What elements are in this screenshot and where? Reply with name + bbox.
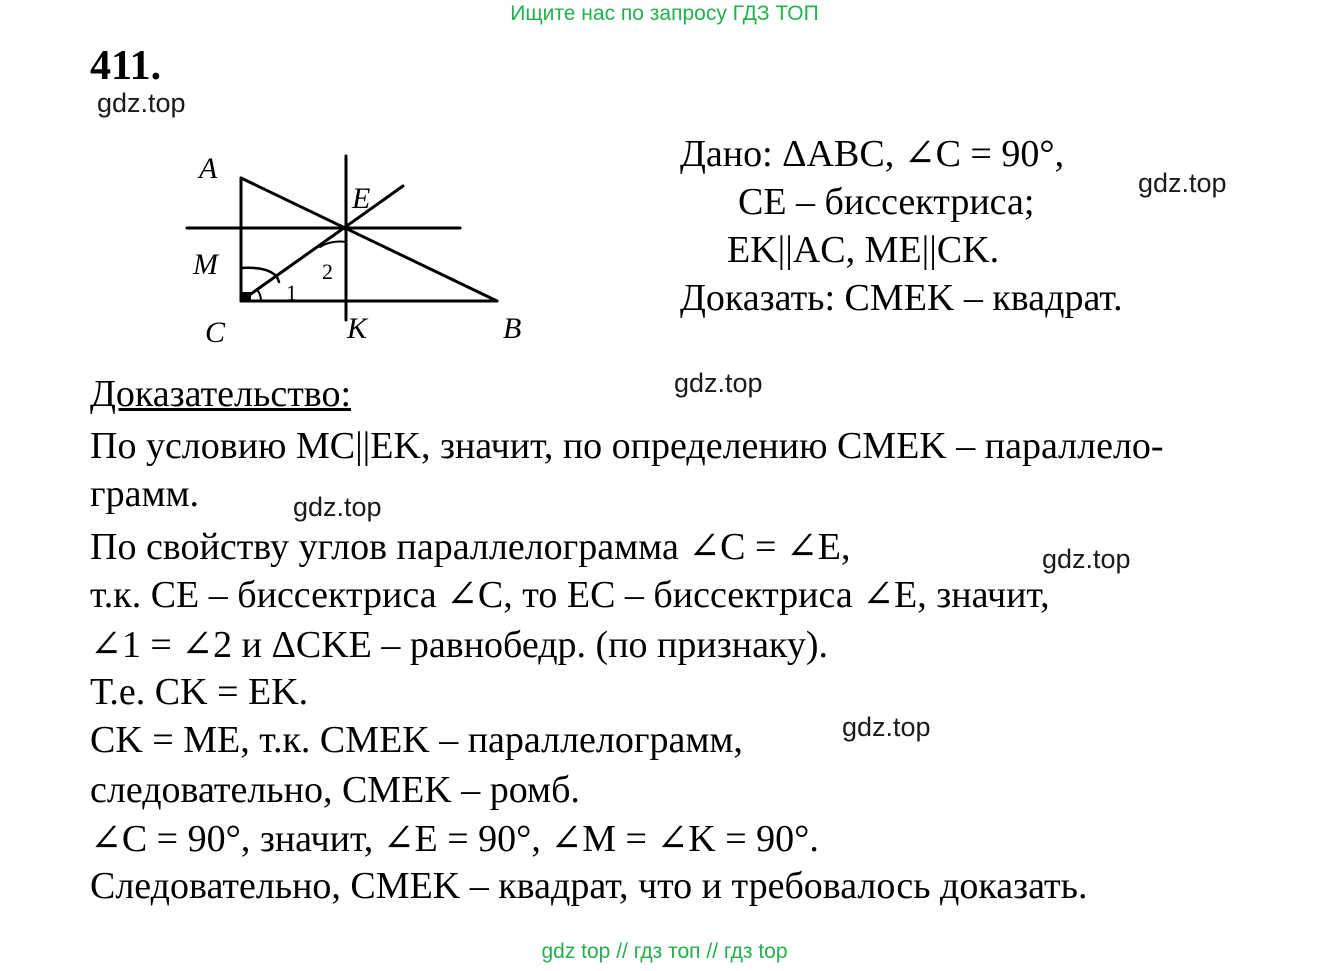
- proof-title: Доказательство:: [90, 373, 352, 415]
- point-e: [343, 225, 349, 231]
- problem-number: 411.: [90, 43, 162, 89]
- label-angle-1: 1: [286, 280, 297, 305]
- label-e: E: [352, 182, 371, 215]
- proof-line: ∠C = 90°, значит, ∠E = 90°, ∠M = ∠K = 90°.: [90, 818, 819, 860]
- proof-line: По свойству углов параллелограмма ∠C = ∠E,: [90, 526, 851, 568]
- proof-line: По условию MC||EK, значит, по определению CMEK – параллело-: [90, 425, 1164, 467]
- label-angle-2: 2: [322, 259, 333, 284]
- watermark: gdz.top: [1138, 168, 1227, 198]
- triangle-figure: [175, 140, 555, 365]
- proof-line: следовательно, CMEK – ромб.: [90, 769, 580, 811]
- watermark: gdz.top: [674, 368, 763, 398]
- label-m: M: [193, 248, 218, 281]
- label-k: K: [347, 312, 368, 345]
- given-line: EK||AC, ME||CK.: [727, 229, 1000, 271]
- proof-line: Следовательно, CMEK – квадрат, что и требовалось доказать.: [90, 865, 1088, 907]
- watermark: gdz.top: [1042, 544, 1131, 574]
- given-line: Дано: ΔABC, ∠C = 90°,: [680, 133, 1065, 175]
- proof-line: Т.е. CK = EK.: [90, 671, 309, 713]
- proof-line: CK = ME, т.к. CMEK – параллелограмм,: [90, 719, 743, 761]
- watermark: gdz.top: [842, 712, 931, 742]
- label-b: B: [503, 312, 522, 345]
- proof-line: ∠1 = ∠2 и ΔCKE – равнобедр. (по признаку).: [90, 624, 829, 666]
- footer-links: gdz top // гдз топ // гдз top: [541, 940, 788, 963]
- label-c: C: [205, 316, 226, 349]
- search-banner: Ищите нас по запросу ГДЗ ТОП: [510, 2, 819, 25]
- right-angle-mark: [241, 292, 251, 301]
- given-line: CE – биссектриса;: [738, 181, 1035, 223]
- watermark: gdz.top: [97, 88, 186, 118]
- label-a: A: [199, 152, 218, 185]
- angle-arc-1: [257, 290, 261, 301]
- prove-line: Доказать: CMEK – квадрат.: [680, 277, 1123, 319]
- proof-line: т.к. CE – биссектриса ∠C, то EC – биссектриса ∠E, значит,: [90, 574, 1050, 616]
- watermark: gdz.top: [293, 492, 382, 522]
- proof-line: грамм.: [90, 473, 200, 515]
